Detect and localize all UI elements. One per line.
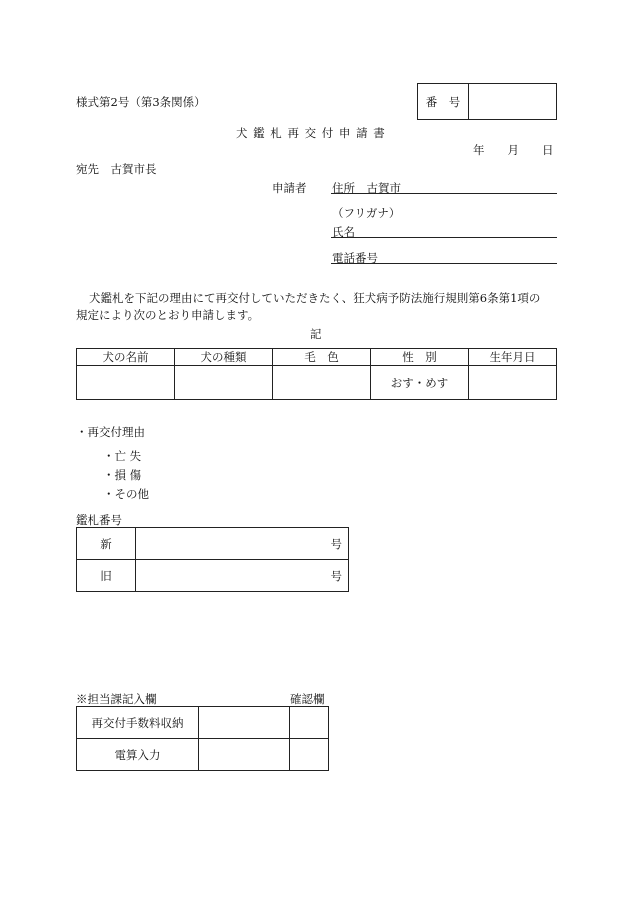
birthdate-header: 生年月日 <box>469 349 557 366</box>
reason-heading: ・再交付理由 <box>76 425 145 439</box>
office-table <box>76 706 329 771</box>
body-line-2: 規定により次のとおり申請します。 <box>76 308 260 322</box>
fee-received-label: 再交付手数料収納 <box>77 707 199 739</box>
dog-name-header: 犬の名前 <box>77 349 175 366</box>
form-number: 様式第2号（第3条関係） <box>76 95 206 109</box>
dog-breed-field[interactable] <box>175 366 273 400</box>
office-heading: ※担当課記入欄 <box>76 692 157 706</box>
confirm-heading: 確認欄 <box>290 692 325 706</box>
fee-received-field[interactable] <box>199 707 290 739</box>
reason-option-lost[interactable]: ・亡 失 <box>103 449 142 463</box>
computer-entry-label: 電算入力 <box>77 739 199 771</box>
date-field[interactable]: 年 月 日 <box>473 143 554 157</box>
tag-number-table <box>76 527 349 592</box>
reason-option-other[interactable]: ・その他 <box>103 487 149 501</box>
tag-old-label: 旧 <box>77 560 136 592</box>
dog-table <box>76 348 557 400</box>
fee-confirm-field[interactable] <box>290 707 329 739</box>
number-box <box>417 83 557 120</box>
addressee: 宛先 古賀市長 <box>76 162 157 176</box>
tag-number-row-new <box>77 528 349 560</box>
name-label: 氏名 <box>332 225 355 239</box>
address-underline[interactable] <box>331 193 557 194</box>
dog-breed-header: 犬の種類 <box>175 349 273 366</box>
phone-underline[interactable] <box>331 263 557 264</box>
tag-new-label: 新 <box>77 528 136 560</box>
address-label: 住所 古賀市 <box>332 181 401 195</box>
name-underline[interactable] <box>331 237 557 238</box>
dog-table-row <box>77 366 557 400</box>
furigana-label: （フリガナ） <box>332 206 401 220</box>
office-row-computer <box>77 739 329 771</box>
birthdate-field[interactable] <box>469 366 557 400</box>
sex-field[interactable]: おす・めす <box>371 366 469 400</box>
page-title: 犬 鑑 札 再 交 付 申 請 書 <box>236 126 386 140</box>
computer-entry-field[interactable] <box>199 739 290 771</box>
number-label: 番 号 <box>418 84 469 120</box>
tag-number-heading: 鑑札番号 <box>76 513 122 527</box>
tag-new-suffix: 号 <box>330 536 342 551</box>
computer-confirm-field[interactable] <box>290 739 329 771</box>
reason-option-damaged[interactable]: ・損 傷 <box>103 468 142 482</box>
tag-number-row-old <box>77 560 349 592</box>
ki-heading: 記 <box>310 327 322 341</box>
number-value-field[interactable] <box>469 84 557 120</box>
tag-old-field[interactable] <box>136 560 349 592</box>
tag-old-suffix: 号 <box>330 568 342 583</box>
applicant-heading: 申請者 <box>272 181 307 195</box>
dog-name-field[interactable] <box>77 366 175 400</box>
phone-label: 電話番号 <box>332 251 378 265</box>
tag-new-field[interactable] <box>136 528 349 560</box>
body-line-1: 犬鑑札を下記の理由にて再交付していただきたく、狂犬病予防法施行規則第6条第1項の <box>89 291 541 305</box>
office-row-fee <box>77 707 329 739</box>
dog-table-header-row <box>77 349 557 366</box>
sex-header: 性 別 <box>371 349 469 366</box>
coat-color-header: 毛 色 <box>273 349 371 366</box>
coat-color-field[interactable] <box>273 366 371 400</box>
